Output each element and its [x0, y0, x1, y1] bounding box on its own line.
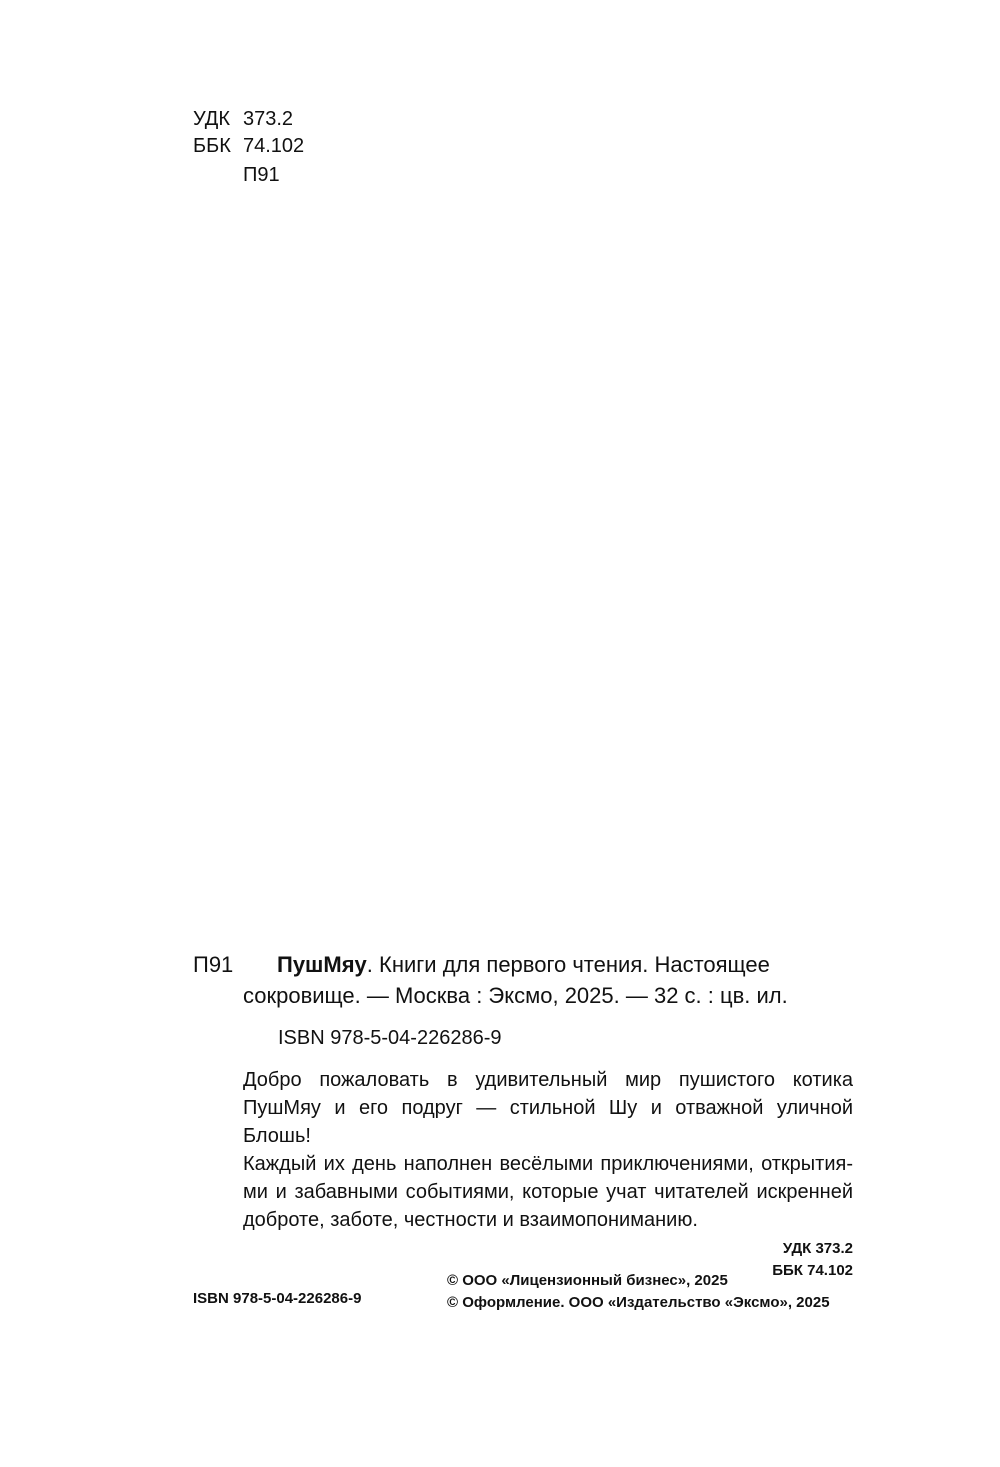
- entry-heading: [193, 949, 853, 980]
- bibliographic-entry: [193, 949, 853, 1282]
- annotation-line: ми и забавными событиями, которые учат читателей искренней: [243, 1181, 853, 1203]
- entry-isbn: ISBN 978-5-04-226286-9: [278, 1027, 502, 1049]
- classification-codes: [193, 106, 304, 189]
- bbk-label: ББК: [193, 135, 231, 157]
- bbk-row: [193, 133, 304, 160]
- udk-label: УДК: [193, 108, 231, 130]
- annotation-line: доброте, заботе, честности и взаимопониманию.: [243, 1209, 698, 1231]
- annotation-line: ПушМяу и его подруг — стильной Шу и отважной уличной Блошь!: [243, 1097, 853, 1147]
- copyright-license: © ООО «Лицензионный бизнес», 2025: [447, 1272, 728, 1289]
- annotation-line: Каждый их день наполнен весёлыми приключениями, открытия-: [243, 1153, 853, 1175]
- entry-continuation: сокровище. — Москва : Эксмо, 2025. — 32 с. : цв. ил.: [243, 983, 788, 1008]
- author-mark: П91: [243, 164, 280, 186]
- annotation-line: Добро пожаловать в удивительный мир пушистого котика: [243, 1069, 853, 1091]
- entry-title-rest: . Книги для первого чтения. Настоящее: [366, 952, 770, 977]
- udk-value: 373.2: [243, 108, 294, 130]
- copyright-block: [447, 1270, 830, 1314]
- footer-isbn: ISBN 978-5-04-226286-9: [193, 1290, 362, 1307]
- entry-bbk: ББК 74.102: [772, 1262, 853, 1279]
- entry-udk: УДК 373.2: [782, 1240, 853, 1257]
- entry-author-mark: П91: [193, 952, 234, 977]
- annotation: [193, 1066, 853, 1234]
- udk-row: [193, 106, 304, 133]
- bbk-value: 74.102: [243, 135, 305, 157]
- copyright-design: © Оформление. ООО «Издательство «Эксмо», 2025: [447, 1294, 830, 1311]
- entry-title-bold: ПушМяу: [277, 952, 367, 977]
- entry-title: [277, 949, 853, 980]
